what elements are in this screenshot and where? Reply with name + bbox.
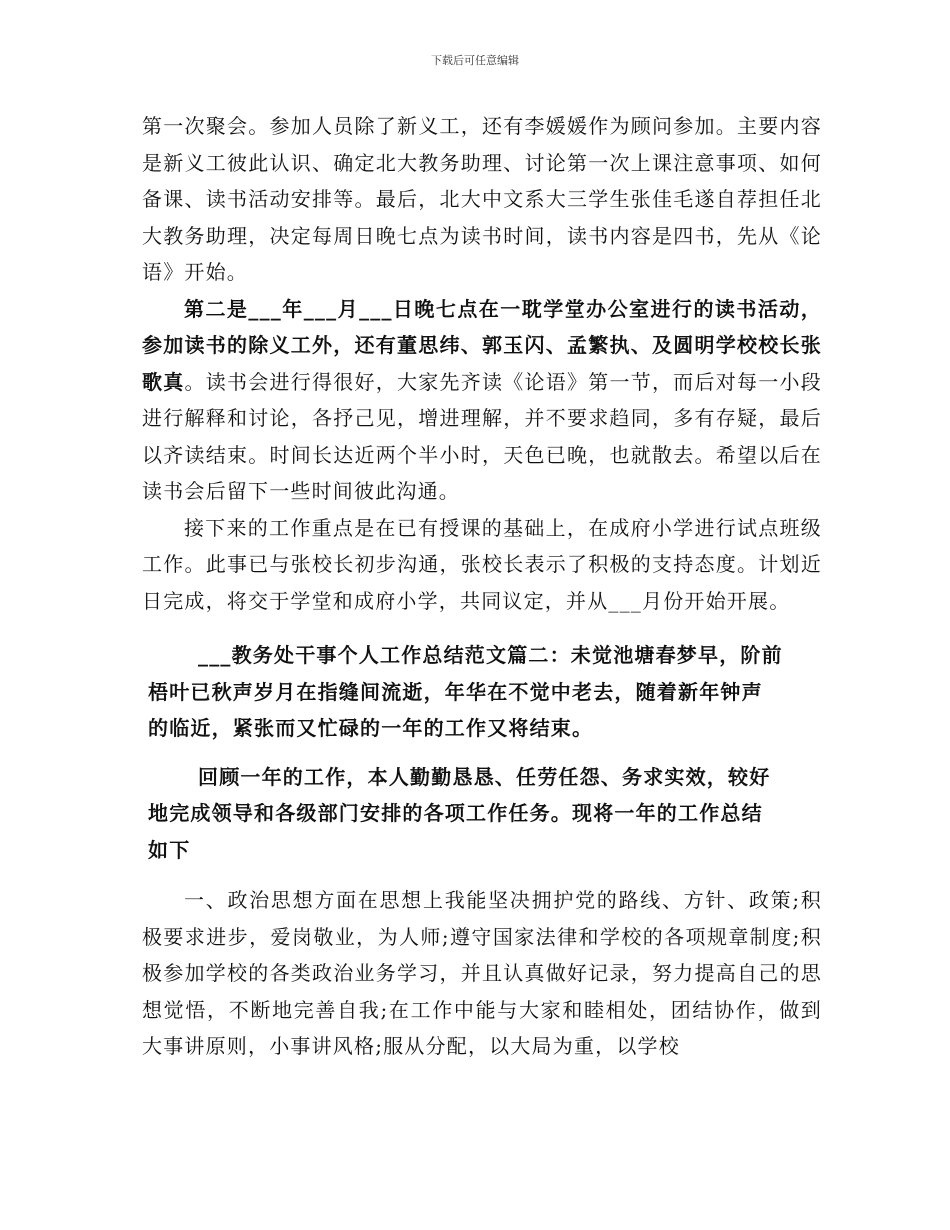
section-heading-line: ___教务处干事个人工作总结范文篇二：未觉池塘春梦早，阶前 — [198, 643, 783, 667]
section-review-line: 回顾一年的工作，本人勤勤恳恳、任劳任怨、务求实效，较好 — [198, 764, 771, 789]
section-heading-line: 梧叶已秋声岁月在指缝间流逝，年华在不觉中老去，随着新年钟声 — [148, 679, 763, 704]
section-heading-article-two — [142, 637, 822, 747]
paragraph-reading-activity — [142, 291, 822, 510]
section-review-intro — [142, 759, 822, 869]
reading-activity-bold-text: 第二是___年___月___日晚七点在一耽学堂办公室进行的读书活动，参加读书的除义工外，还有董思纬、郭玉闪、孟繁执、及圆明学校校长张歌真 — [142, 296, 822, 394]
reading-activity-text: 。读书会进行得很好，大家先齐读《论语》第一节，而后对每一小段进行解释和讨论，各抒己见，增进理解，并不要求趋同，多有存疑，最后以齐读结束。时间长达近两个半小时，天色已晚，也就散去。希望以后在读书会后留下一些时间彼此沟通。 — [142, 369, 823, 503]
section-review-line: 如下 — [148, 837, 191, 862]
paragraph-first-meeting: 第一次聚会。参加人员除了新义工，还有李媛媛作为顾问参加。主要内容是新义工彼此认识、确定北大教务助理、讨论第一次上课注意事项、如何备课、读书活动安排等。最后，北大中文系大三学生张佳毛遂自荐担任北大教务助理，决定每周日晚七点为读书时间，读书内容是四书，先从《论语》开始。 — [142, 114, 822, 284]
paragraph-next-focus: 接下来的工作重点是在已有授课的基础上，在成府小学进行试点班级工作。此事已与张校长初步沟通，张校长表示了积极的支持态度。计划近日完成，将交于学堂和成府小学，共同议定，并从___月份开始开展。 — [142, 515, 822, 613]
document-body — [142, 108, 822, 1065]
section-review-line: 地完成领导和各级部门安排的各项工作任务。现将一年的工作总结 — [148, 801, 763, 825]
page-header: 下载后可任意编辑 — [431, 54, 519, 67]
paragraph-political-thought: 一、政治思想方面在思想上我能坚决拥护党的路线、方针、政策;积极要求进步，爱岗敬业，为人师;遵守国家法律和学校的各项规章制度;积极参加学校的各类政治业务学习，并且认真做好记录，努力提高自己的思想觉悟，不断地完善自我;在工作中能与大家和睦相处，团结协作，做到大事讲原则，小事讲风格;服从分配，以大局为重，以学校 — [142, 888, 822, 1058]
section-heading-line: 的临近，紧张而又忙碌的一年的工作又将结束。 — [148, 716, 594, 740]
